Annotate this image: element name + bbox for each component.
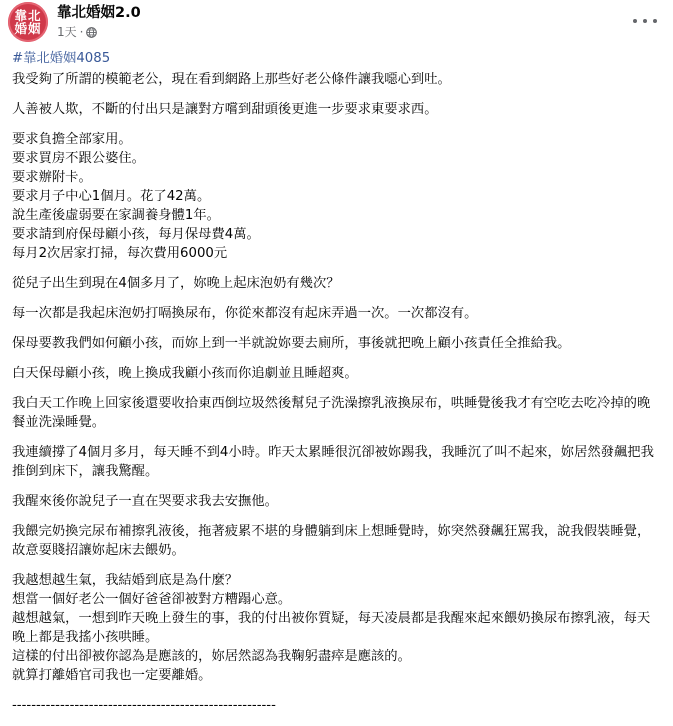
post-paragraph: 每一次都是我起床泡奶打嗝換尿布，你從來都沒有起床弄過一次。一次都沒有。 bbox=[12, 306, 478, 321]
post-paragraph: 從兒子出生到現在4個多月了，妳晚上起床泡奶有幾次？ bbox=[12, 276, 340, 291]
more-options-icon[interactable] bbox=[633, 14, 657, 28]
divider-line: ------------------------------------------------------- bbox=[12, 698, 276, 713]
post-paragraph: 我連續撐了4個月多月，每天睡不到4小時。昨天太累睡很沉卻被妳踢我，我睡沉了叫不起來，妳居然發飆把我推倒到床下，讓我驚醒。 bbox=[12, 445, 654, 479]
post-paragraph: 我越想越生氣，我結婚到底是為什麼？ 想當一個好老公一個好爸爸卻被對方糟蹋心意。 越想越氣，一想到昨天晚上發生的事，我的付出被你質疑，每天凌晨都是我醒來起來餵奶換尿布擦乳液，每天晚上都是我搖小孩哄睡。 這樣的付出卻被你認為是應該的，妳居然認為我鞠躬盡瘁是應該的。 就算打離婚官司我也一定要離婚。 bbox=[12, 573, 651, 683]
post-header bbox=[8, 2, 141, 42]
page-name-link[interactable]: 靠北婚姻2.0 bbox=[57, 5, 141, 21]
post-paragraph: 白天保母顧小孩，晚上換成我顧小孩而你追劇並且睡超爽。 bbox=[12, 366, 358, 381]
post-paragraph: 我白天工作晚上回家後還要收拾東西倒垃圾然後幫兒子洗澡擦乳液換尿布，哄睡覺後我才有空吃去吃冷掉的晚餐並洗澡睡覺。 bbox=[12, 396, 651, 430]
post-paragraph: 要求負擔全部家用。 要求買房不跟公婆住。 要求辦附卡。 要求月子中心1個月。花了42萬。 說生產後虛弱要在家調養身體1年。 要求請到府保母顧小孩，每月保母費4萬。 每月2次居家打掃，每次費用6000元 bbox=[12, 132, 260, 261]
avatar-text-line2: 婚姻 bbox=[14, 21, 42, 36]
post-paragraph: 我醒來後你說兒子一直在哭要求我去安撫他。 bbox=[12, 494, 278, 509]
post-meta bbox=[57, 4, 141, 40]
post-paragraph: 人善被人欺，不斷的付出只是讓對方嚐到甜頭後更進一步要求東要求西。 bbox=[12, 102, 438, 117]
post-time-link[interactable]: 1天 bbox=[57, 25, 77, 39]
hashtag-link[interactable]: #靠北婚姻4085 bbox=[12, 51, 111, 66]
post-paragraph: 我餵完奶換完尿布補擦乳液後，拖著疲累不堪的身體躺到床上想睡覺時，妳突然發飆狂罵我，說我假裝睡覺，故意耍賤招讓妳起床去餵奶。 bbox=[12, 524, 651, 558]
page-avatar[interactable] bbox=[8, 2, 48, 42]
post-paragraph: 我受夠了所謂的模範老公，現在看到網路上那些好老公條件讓我噁心到吐。 bbox=[12, 72, 451, 87]
separator-dot: · bbox=[79, 25, 84, 39]
avatar-text-line1: 靠北 bbox=[14, 8, 42, 23]
globe-icon bbox=[86, 27, 97, 38]
post-body bbox=[12, 49, 662, 726]
post-paragraph: 保母要教我們如何顧小孩，而妳上到一半就說妳要去廁所，事後就把晚上顧小孩責任全推給我。 bbox=[12, 336, 571, 351]
time-row bbox=[57, 24, 141, 40]
